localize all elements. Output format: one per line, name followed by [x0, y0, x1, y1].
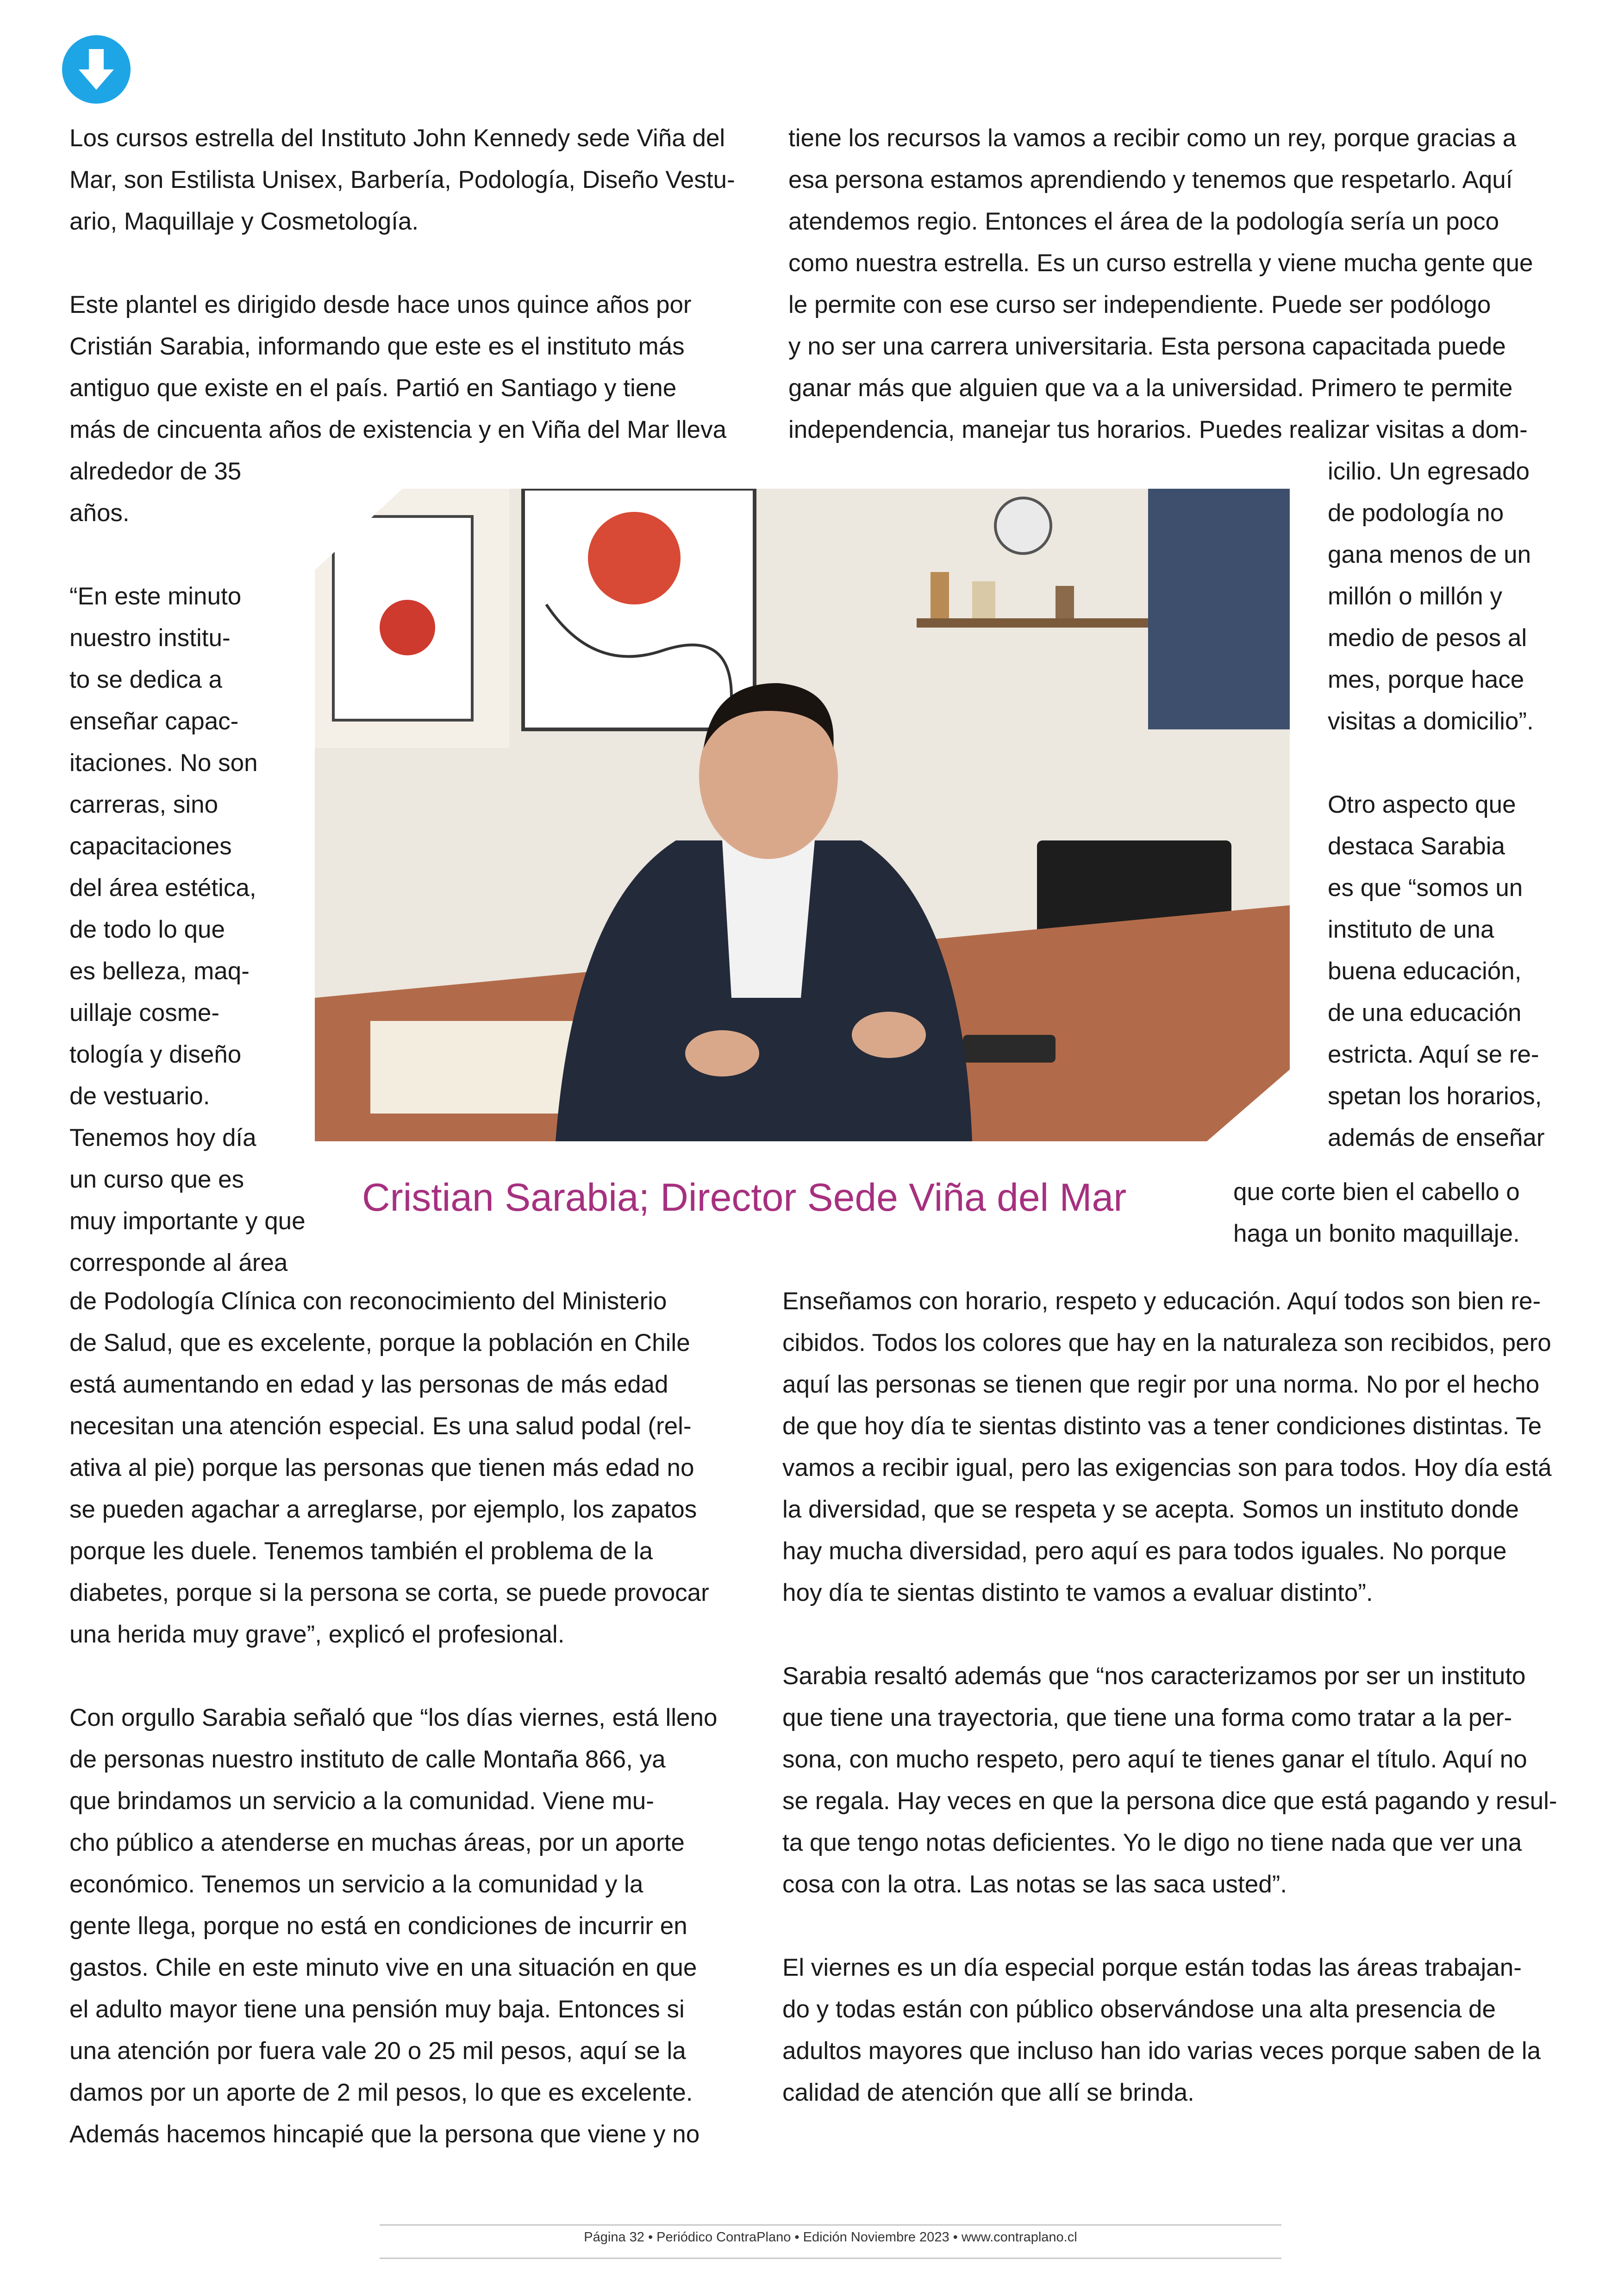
text-line: más de cincuenta años de existencia y en Viña del Mar lleva: [69, 416, 727, 443]
paragraph-gap: [782, 1614, 1557, 1655]
text-line: esa persona estamos aprendiendo y tenemos que respetarlo. Aquí: [788, 166, 1513, 193]
text-line: estricta. Aquí se re-: [1328, 1041, 1539, 1068]
down-arrow-icon: [77, 47, 116, 92]
article-upper-right-column: [788, 118, 1533, 451]
text-line: de todo lo que: [69, 916, 225, 943]
text-line: de vestuario.: [69, 1083, 210, 1110]
text-line: ario, Maquillaje y Cosmetología.: [69, 208, 419, 235]
text-line: tiene los recursos la vamos a recibir como un rey, porque gracias a: [788, 124, 1517, 152]
text-line: nuestro institu-: [69, 624, 231, 652]
article-right-wrap-column: [1328, 451, 1545, 1159]
text-line: un curso que es: [69, 1166, 244, 1193]
text-line: enseñar capac-: [69, 708, 239, 735]
text-line: damos por un aporte de 2 mil pesos, lo que es excelente.: [69, 2079, 693, 2106]
text-line: medio de pesos al: [1328, 624, 1527, 652]
text-line: una herida muy grave”, explicó el profesional.: [69, 1621, 565, 1648]
text-line: cho público a atenderse en muchas áreas, por un aporte: [69, 1829, 685, 1856]
text-line: de una educación: [1328, 999, 1522, 1027]
text-line: Mar, son Estilista Unisex, Barbería, Podología, Diseño Vestu-: [69, 166, 735, 193]
text-line: antiguo que existe en el país. Partió en Santiago y tiene: [69, 374, 677, 402]
text-line: del área estética,: [69, 874, 256, 902]
text-line: “En este minuto: [69, 583, 242, 610]
down-arrow-button[interactable]: [62, 35, 131, 104]
text-line: la diversidad, que se respeta y se acepta. Somos un instituto donde: [782, 1496, 1519, 1523]
text-line: de personas nuestro instituto de calle Montaña 866, ya: [69, 1746, 666, 1773]
text-line: Sarabia resaltó además que “nos caracterizamos por ser un instituto: [782, 1662, 1526, 1690]
paragraph-gap: [1328, 742, 1545, 784]
text-line: hoy día te sientas distinto te vamos a evaluar distinto”.: [782, 1579, 1373, 1606]
text-line: mes, porque hace: [1328, 666, 1524, 693]
text-line: de podología no: [1328, 499, 1504, 527]
text-line: gastos. Chile en este minuto vive en una situación en que: [69, 1954, 697, 1981]
text-line: capacitaciones: [69, 833, 232, 860]
text-line: además de enseñar: [1328, 1124, 1545, 1151]
paragraph-gap: [69, 243, 735, 284]
text-line: spetan los horarios,: [1328, 1083, 1542, 1110]
text-line: do y todas están con público observándose una alta presencia de: [782, 1996, 1496, 2023]
text-line: es que “somos un: [1328, 874, 1523, 902]
paragraph-gap: [69, 1655, 717, 1697]
text-line: diabetes, porque si la persona se corta, se puede provocar: [69, 1579, 709, 1606]
text-line: calidad de atención que allí se brinda.: [782, 2079, 1194, 2106]
text-line: económico. Tenemos un servicio a la comunidad y la: [69, 1871, 643, 1898]
text-line: hay mucha diversidad, pero aquí es para todos iguales. No porque: [782, 1537, 1507, 1565]
photo-caption: Cristian Sarabia; Director Sede Viña del Mar: [362, 1176, 1127, 1219]
text-line: vamos a recibir igual, pero las exigencias son para todos. Hoy día está: [782, 1454, 1552, 1481]
text-line: cosa con la otra. Las notas se las saca usted”.: [782, 1871, 1287, 1898]
text-line: ganar más que alguien que va a la universidad. Primero te permite: [788, 374, 1513, 402]
text-line: Enseñamos con horario, respeto y educación. Aquí todos son bien re-: [782, 1288, 1541, 1315]
text-line: Con orgullo Sarabia señaló que “los días viernes, está lleno: [69, 1704, 718, 1731]
text-line: carreras, sino: [69, 791, 219, 818]
text-line: Los cursos estrella del Instituto John Kennedy sede Viña del: [69, 124, 725, 152]
page-footer: Página 32 • Periódico ContraPlano • Edición Noviembre 2023 • www.contraplano.cl: [584, 2230, 1077, 2245]
article-photo: [315, 489, 1290, 1141]
text-line: se pueden agachar a arreglarse, por ejemplo, los zapatos: [69, 1496, 697, 1523]
footer-rule-bottom: [380, 2258, 1281, 2259]
text-line: Además hacemos hincapié que la persona que viene y no: [69, 2121, 700, 2148]
text-line: adultos mayores que incluso han ido varias veces porque saben de la: [782, 2037, 1541, 2065]
text-line: destaca Sarabia: [1328, 833, 1505, 860]
text-line: haga un bonito maquillaje.: [1233, 1220, 1520, 1247]
text-line: millón o millón y: [1328, 583, 1503, 610]
text-line: atendemos regio. Entonces el área de la podología sería un poco: [788, 208, 1499, 235]
text-line: es belleza, maq-: [69, 958, 250, 985]
text-line: está aumentando en edad y las personas de más edad: [69, 1371, 668, 1398]
text-line: El viernes es un día especial porque están todas las áreas trabajan-: [782, 1954, 1522, 1981]
text-line: muy importante y que: [69, 1207, 306, 1235]
text-line: de Podología Clínica con reconocimiento del Ministerio: [69, 1288, 667, 1315]
text-line: independencia, manejar tus horarios. Puedes realizar visitas a dom-: [788, 416, 1528, 443]
text-line: necesitan una atención especial. Es una salud podal (rel-: [69, 1412, 692, 1440]
text-line: tología y diseño: [69, 1041, 242, 1068]
text-line: que tiene una trayectoria, que tiene una forma como tratar a la per-: [782, 1704, 1512, 1731]
text-line: como nuestra estrella. Es un curso estrella y viene mucha gente que: [788, 249, 1533, 277]
text-line: Otro aspecto que: [1328, 791, 1516, 818]
article-lower-left-column: [69, 1281, 717, 2155]
text-line: aquí las personas se tienen que regir por una norma. No por el hecho: [782, 1371, 1540, 1398]
text-line: Cristián Sarabia, informando que este es el instituto más: [69, 333, 685, 360]
text-line: que corte bien el cabello o: [1233, 1178, 1520, 1206]
text-line: icilio. Un egresado: [1328, 458, 1530, 485]
text-line: alrededor de 35: [69, 458, 242, 485]
text-line: ativa al pie) porque las personas que tienen más edad no: [69, 1454, 694, 1481]
text-line: una atención por fuera vale 20 o 25 mil pesos, aquí se la: [69, 2037, 686, 2065]
text-line: de Salud, que es excelente, porque la población en Chile: [69, 1329, 690, 1356]
text-line: se regala. Hay veces en que la persona dice que está pagando y resul-: [782, 1787, 1557, 1815]
text-line: itaciones. No son: [69, 749, 258, 777]
text-line: visitas a domicilio”.: [1328, 708, 1534, 735]
director-office-illustration: [315, 489, 1290, 1141]
text-line: instituto de una: [1328, 916, 1494, 943]
text-line: to se dedica a: [69, 666, 223, 693]
paragraph-gap: [782, 1905, 1557, 1947]
text-line: años.: [69, 499, 130, 527]
text-line: y no ser una carrera universitaria. Esta persona capacitada puede: [788, 333, 1506, 360]
text-line: buena educación,: [1328, 958, 1522, 985]
footer-rule-top: [380, 2224, 1281, 2226]
text-line: de que hoy día te sientas distinto vas a tener condiciones distintas. Te: [782, 1412, 1542, 1440]
text-line: corresponde al área: [69, 1249, 288, 1276]
text-line: ta que tengo notas deficientes. Yo le digo no tiene nada que ver una: [782, 1829, 1522, 1856]
text-line: gente llega, porque no está en condiciones de incurrir en: [69, 1912, 687, 1940]
article-lower-right-column: [782, 1281, 1557, 2114]
text-line: Este plantel es dirigido desde hace unos quince años por: [69, 291, 692, 318]
text-line: el adulto mayor tiene una pensión muy baja. Entonces si: [69, 1996, 685, 2023]
text-line: le permite con ese curso ser independiente. Puede ser podólogo: [788, 291, 1491, 318]
text-line: que brindamos un servicio a la comunidad. Viene mu-: [69, 1787, 654, 1815]
text-line: porque les duele. Tenemos también el problema de la: [69, 1537, 653, 1565]
article-right-wrap-tail: [1233, 1171, 1520, 1255]
text-line: uillaje cosme-: [69, 999, 220, 1027]
text-line: gana menos de un: [1328, 541, 1531, 568]
text-line: cibidos. Todos los colores que hay en la naturaleza son recibidos, pero: [782, 1329, 1551, 1356]
text-line: Tenemos hoy día: [69, 1124, 256, 1151]
text-line: sona, con mucho respeto, pero aquí te tienes ganar el título. Aquí no: [782, 1746, 1527, 1773]
